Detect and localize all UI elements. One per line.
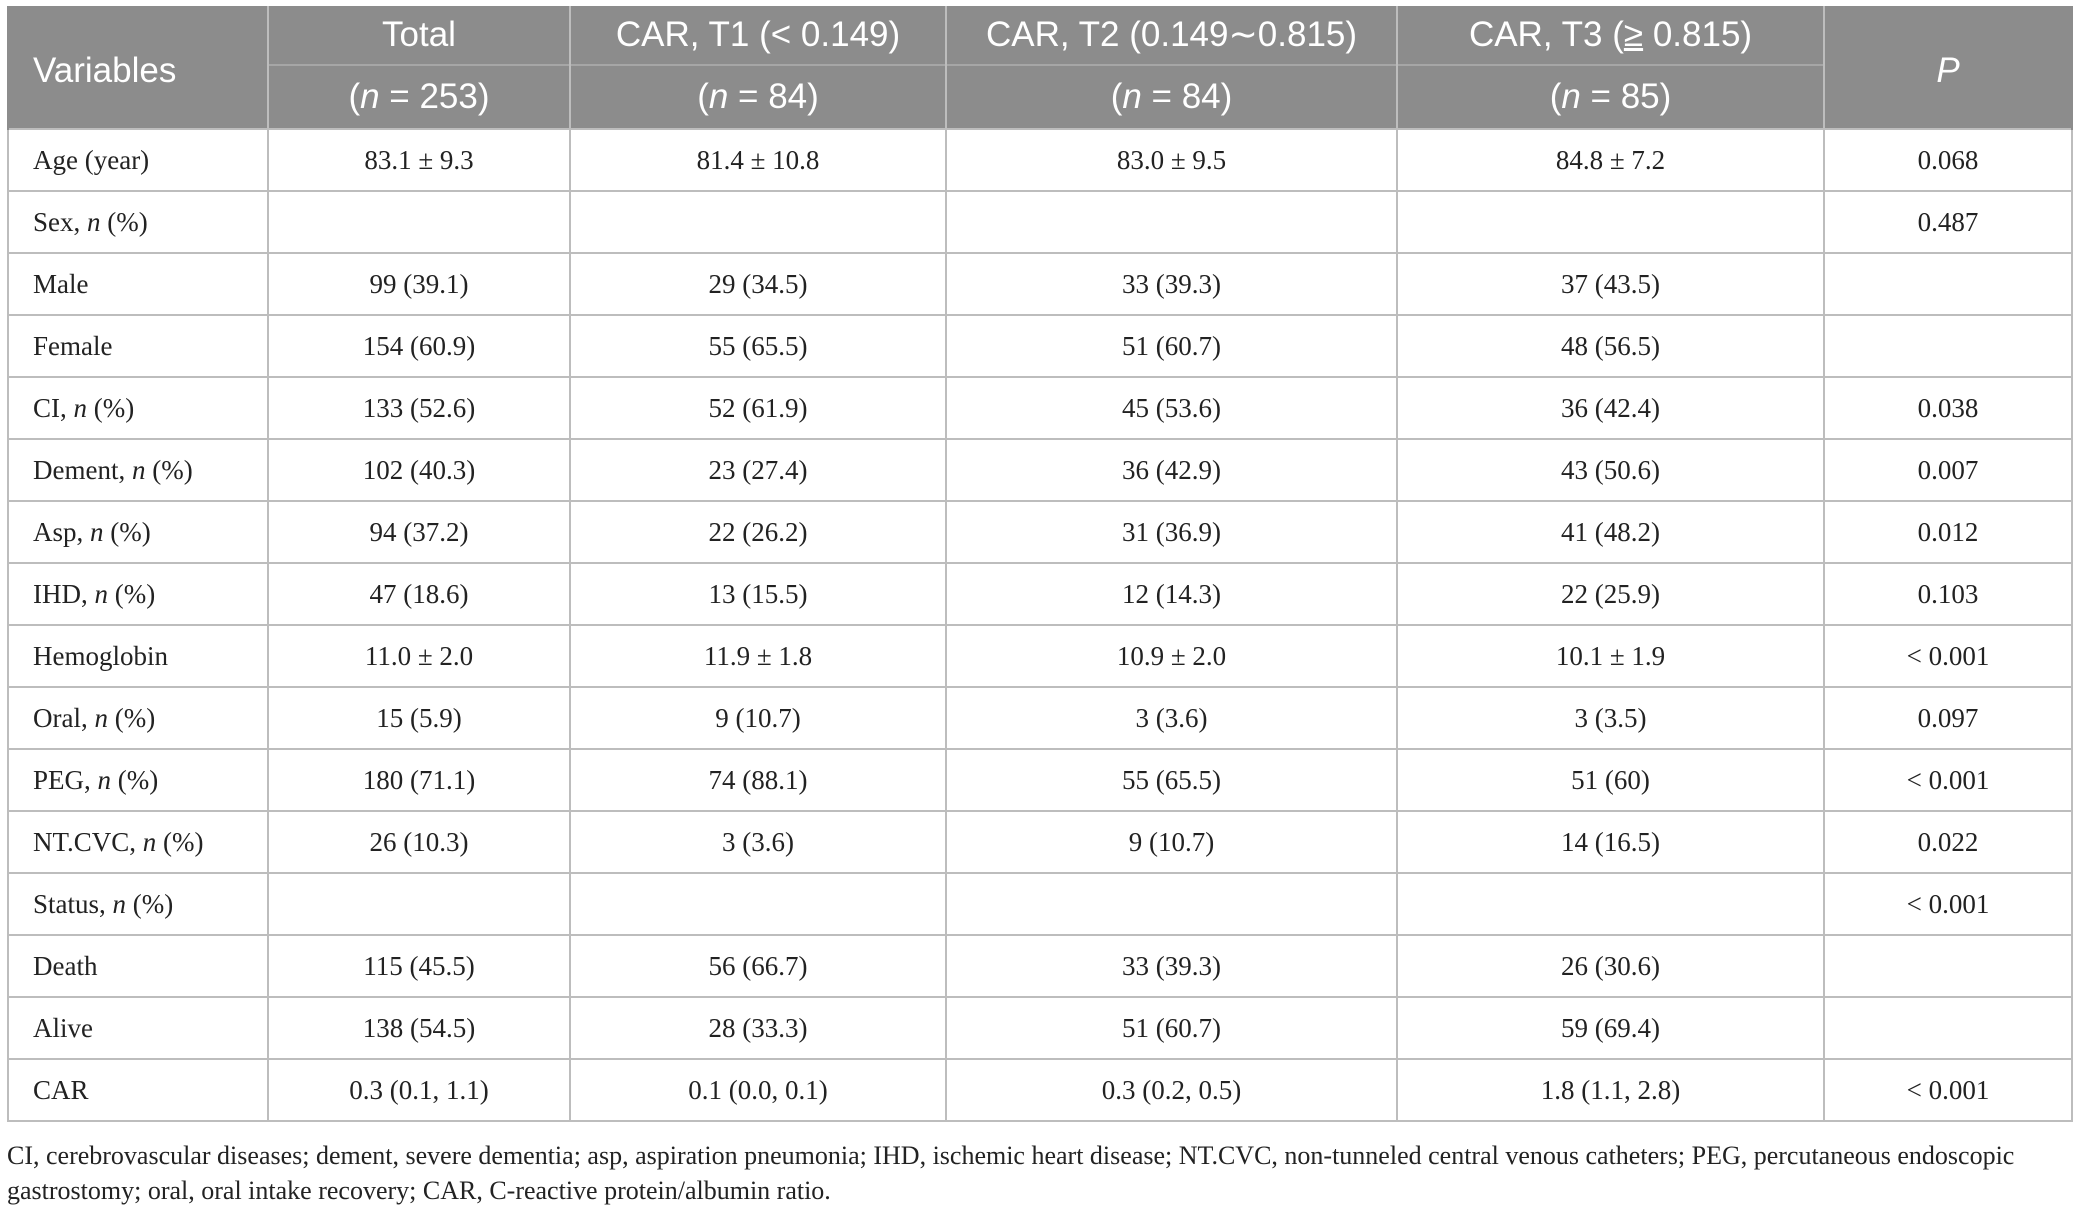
table-row	[8, 191, 2072, 253]
cell-t3: 41 (48.2)	[1397, 501, 1824, 563]
table-row	[8, 377, 2072, 439]
cell-total: 115 (45.5)	[268, 935, 570, 997]
cell-t1: 52 (61.9)	[570, 377, 946, 439]
table-row	[8, 749, 2072, 811]
cell-total: 138 (54.5)	[268, 997, 570, 1059]
label-n: n	[142, 826, 157, 857]
cell-t3	[1397, 191, 1824, 253]
n-close-paren: )	[1220, 77, 1233, 116]
table-row	[8, 873, 2072, 935]
row-label	[8, 191, 268, 253]
cell-t1: 55 (65.5)	[570, 315, 946, 377]
header-t1: CAR, T1 (< 0.149)	[570, 6, 946, 65]
cell-t2: 9 (10.7)	[946, 811, 1397, 873]
row-label	[8, 439, 268, 501]
cell-t1: 0.1 (0.0, 0.1)	[570, 1059, 946, 1121]
cell-t1: 22 (26.2)	[570, 501, 946, 563]
label-n: n	[112, 888, 127, 919]
label-text: Death	[33, 950, 98, 981]
label-n: n	[131, 454, 146, 485]
cell-t2: 33 (39.3)	[946, 935, 1397, 997]
cell-p	[1824, 253, 2072, 315]
cell-p: < 0.001	[1824, 749, 2072, 811]
cell-t3: 1.8 (1.1, 2.8)	[1397, 1059, 1824, 1121]
cell-total: 11.0 ± 2.0	[268, 625, 570, 687]
cell-t3: 3 (3.5)	[1397, 687, 1824, 749]
header-t1-n	[570, 65, 946, 129]
label-text: CI,	[33, 392, 74, 423]
row-label	[8, 625, 268, 687]
cell-total: 133 (52.6)	[268, 377, 570, 439]
label-text: Dement,	[33, 454, 132, 485]
label-pct: (%)	[100, 206, 148, 237]
cell-t2	[946, 873, 1397, 935]
cell-t1: 23 (27.4)	[570, 439, 946, 501]
label-text: Asp,	[33, 516, 91, 547]
cell-t3: 51 (60)	[1397, 749, 1824, 811]
cell-t3: 43 (50.6)	[1397, 439, 1824, 501]
label-pct: (%)	[126, 888, 174, 919]
row-label	[8, 253, 268, 315]
label-text: PEG,	[33, 764, 98, 795]
table-row	[8, 563, 2072, 625]
label-n: n	[94, 578, 108, 609]
cell-p	[1824, 315, 2072, 377]
n-equals: =	[379, 77, 420, 116]
header-t3	[1397, 6, 1824, 65]
cell-t3: 37 (43.5)	[1397, 253, 1824, 315]
table-row	[8, 811, 2072, 873]
cell-total: 15 (5.9)	[268, 687, 570, 749]
label-text: Hemoglobin	[33, 640, 168, 671]
cell-t1	[570, 191, 946, 253]
cell-t1: 9 (10.7)	[570, 687, 946, 749]
header-t2: CAR, T2 (0.149∼0.815)	[946, 6, 1397, 65]
cell-total	[268, 191, 570, 253]
label-text: Male	[33, 268, 89, 299]
cell-total: 47 (18.6)	[268, 563, 570, 625]
table-row	[8, 315, 2072, 377]
n-close-paren: )	[1659, 77, 1672, 116]
label-text: Sex,	[33, 206, 87, 237]
cell-t1: 13 (15.5)	[570, 563, 946, 625]
row-label	[8, 873, 268, 935]
n-open-paren: (	[1549, 77, 1562, 116]
header-t3-prefix: CAR, T3 (	[1468, 15, 1624, 54]
cell-p: < 0.001	[1824, 873, 2072, 935]
table-row	[8, 997, 2072, 1059]
n-value: 85	[1620, 77, 1660, 116]
cell-p: 0.097	[1824, 687, 2072, 749]
n-value: 84	[768, 77, 808, 116]
cell-t2: 51 (60.7)	[946, 997, 1397, 1059]
cell-p: 0.487	[1824, 191, 2072, 253]
cell-t2: 83.0 ± 9.5	[946, 129, 1397, 191]
cell-t3: 10.1 ± 1.9	[1397, 625, 1824, 687]
n-open-paren: (	[348, 77, 361, 116]
row-label	[8, 997, 268, 1059]
cell-t3: 59 (69.4)	[1397, 997, 1824, 1059]
table-row	[8, 501, 2072, 563]
label-pct: (%)	[87, 392, 135, 423]
label-n: n	[90, 516, 104, 547]
header-total: Total	[268, 6, 570, 65]
cell-total: 83.1 ± 9.3	[268, 129, 570, 191]
table-footnote: CI, cerebrovascular diseases; dement, severe dementia; asp, aspiration pneumonia; IHD, ischemic heart disease; NT.CVC, non-tunneled central venous catheters; PEG, percutaneous endoscopic gastrostomy; oral, oral intake recovery; CAR, C-reactive protein/albumin ratio.	[7, 1141, 2015, 1205]
label-pct: (%)	[108, 578, 156, 609]
cell-t2: 3 (3.6)	[946, 687, 1397, 749]
label-text: Female	[33, 330, 113, 361]
cell-p: 0.007	[1824, 439, 2072, 501]
cell-t1: 29 (34.5)	[570, 253, 946, 315]
n-open-paren: (	[1110, 77, 1123, 116]
header-row-2	[8, 65, 2072, 129]
cell-total: 26 (10.3)	[268, 811, 570, 873]
cell-total: 99 (39.1)	[268, 253, 570, 315]
label-pct: (%)	[103, 516, 151, 547]
table-row	[8, 935, 2072, 997]
cell-t3: 48 (56.5)	[1397, 315, 1824, 377]
label-pct: (%)	[111, 764, 159, 795]
row-label	[8, 129, 268, 191]
cell-t1	[570, 873, 946, 935]
label-text: NT.CVC,	[33, 826, 143, 857]
n-equals: =	[1141, 77, 1182, 116]
n-value: 253	[419, 77, 478, 116]
cell-t3: 26 (30.6)	[1397, 935, 1824, 997]
cell-t2	[946, 191, 1397, 253]
n-close-paren: )	[807, 77, 819, 116]
cell-t1: 28 (33.3)	[570, 997, 946, 1059]
cell-t1: 81.4 ± 10.8	[570, 129, 946, 191]
cell-total: 154 (60.9)	[268, 315, 570, 377]
label-text: Status,	[33, 888, 113, 919]
cell-total: 180 (71.1)	[268, 749, 570, 811]
table-row	[8, 625, 2072, 687]
label-n: n	[97, 764, 112, 795]
cell-t1: 74 (88.1)	[570, 749, 946, 811]
row-label	[8, 315, 268, 377]
cell-p: 0.022	[1824, 811, 2072, 873]
header-variables: Variables	[8, 6, 268, 129]
cell-t1: 56 (66.7)	[570, 935, 946, 997]
cell-t2: 51 (60.7)	[946, 315, 1397, 377]
cell-total: 102 (40.3)	[268, 439, 570, 501]
table-row	[8, 253, 2072, 315]
table-header	[8, 6, 2072, 129]
label-text: Age (year)	[33, 144, 150, 175]
row-label	[8, 377, 268, 439]
row-label	[8, 811, 268, 873]
cell-p: < 0.001	[1824, 1059, 2072, 1121]
cell-t3	[1397, 873, 1824, 935]
header-t3-suffix: 0.815)	[1643, 15, 1753, 54]
label-text: CAR	[33, 1074, 89, 1105]
table-row	[8, 1059, 2072, 1121]
header-t3-symbol: ≥	[1623, 15, 1644, 54]
n-open-paren: (	[697, 77, 709, 116]
cell-total: 0.3 (0.1, 1.1)	[268, 1059, 570, 1121]
table-row	[8, 687, 2072, 749]
cell-total: 94 (37.2)	[268, 501, 570, 563]
cell-t2: 31 (36.9)	[946, 501, 1397, 563]
n-letter: n	[360, 77, 380, 116]
cell-p: 0.012	[1824, 501, 2072, 563]
label-text: Alive	[33, 1012, 93, 1043]
cell-p: < 0.001	[1824, 625, 2072, 687]
header-t3-n	[1397, 65, 1824, 129]
header-t2-n	[946, 65, 1397, 129]
cell-p: 0.068	[1824, 129, 2072, 191]
row-label	[8, 687, 268, 749]
cell-t1: 3 (3.6)	[570, 811, 946, 873]
label-n: n	[73, 392, 87, 423]
header-total-n	[268, 65, 570, 129]
table-row	[8, 439, 2072, 501]
n-equals: =	[728, 77, 769, 116]
cell-p: 0.103	[1824, 563, 2072, 625]
cell-t2: 10.9 ± 2.0	[946, 625, 1397, 687]
n-letter: n	[708, 77, 729, 116]
header-row-1	[8, 6, 2072, 65]
header-p: P	[1824, 6, 2072, 129]
cell-t2: 36 (42.9)	[946, 439, 1397, 501]
label-pct: (%)	[145, 454, 193, 485]
row-label	[8, 563, 268, 625]
baseline-characteristics-table	[7, 6, 2073, 1122]
cell-t1: 11.9 ± 1.8	[570, 625, 946, 687]
row-label	[8, 935, 268, 997]
table-row	[8, 129, 2072, 191]
n-close-paren: )	[477, 77, 490, 116]
baseline-characteristics-table-container	[7, 6, 2071, 1122]
row-label	[8, 501, 268, 563]
cell-t2: 12 (14.3)	[946, 563, 1397, 625]
n-letter: n	[1561, 77, 1581, 116]
cell-t3: 14 (16.5)	[1397, 811, 1824, 873]
table-body	[8, 129, 2072, 1121]
cell-t2: 45 (53.6)	[946, 377, 1397, 439]
cell-t3: 84.8 ± 7.2	[1397, 129, 1824, 191]
label-text: Oral,	[33, 702, 95, 733]
cell-p	[1824, 997, 2072, 1059]
n-letter: n	[1122, 77, 1142, 116]
label-pct: (%)	[156, 826, 204, 857]
cell-p	[1824, 935, 2072, 997]
n-value: 84	[1181, 77, 1221, 116]
row-label	[8, 1059, 268, 1121]
cell-t3: 22 (25.9)	[1397, 563, 1824, 625]
label-n: n	[94, 702, 108, 733]
n-equals: =	[1580, 77, 1621, 116]
label-text: IHD,	[33, 578, 95, 609]
cell-total	[268, 873, 570, 935]
cell-t2: 55 (65.5)	[946, 749, 1397, 811]
cell-t3: 36 (42.4)	[1397, 377, 1824, 439]
label-n: n	[87, 206, 101, 237]
label-pct: (%)	[107, 702, 156, 733]
cell-t2: 0.3 (0.2, 0.5)	[946, 1059, 1397, 1121]
cell-p: 0.038	[1824, 377, 2072, 439]
row-label	[8, 749, 268, 811]
cell-t2: 33 (39.3)	[946, 253, 1397, 315]
